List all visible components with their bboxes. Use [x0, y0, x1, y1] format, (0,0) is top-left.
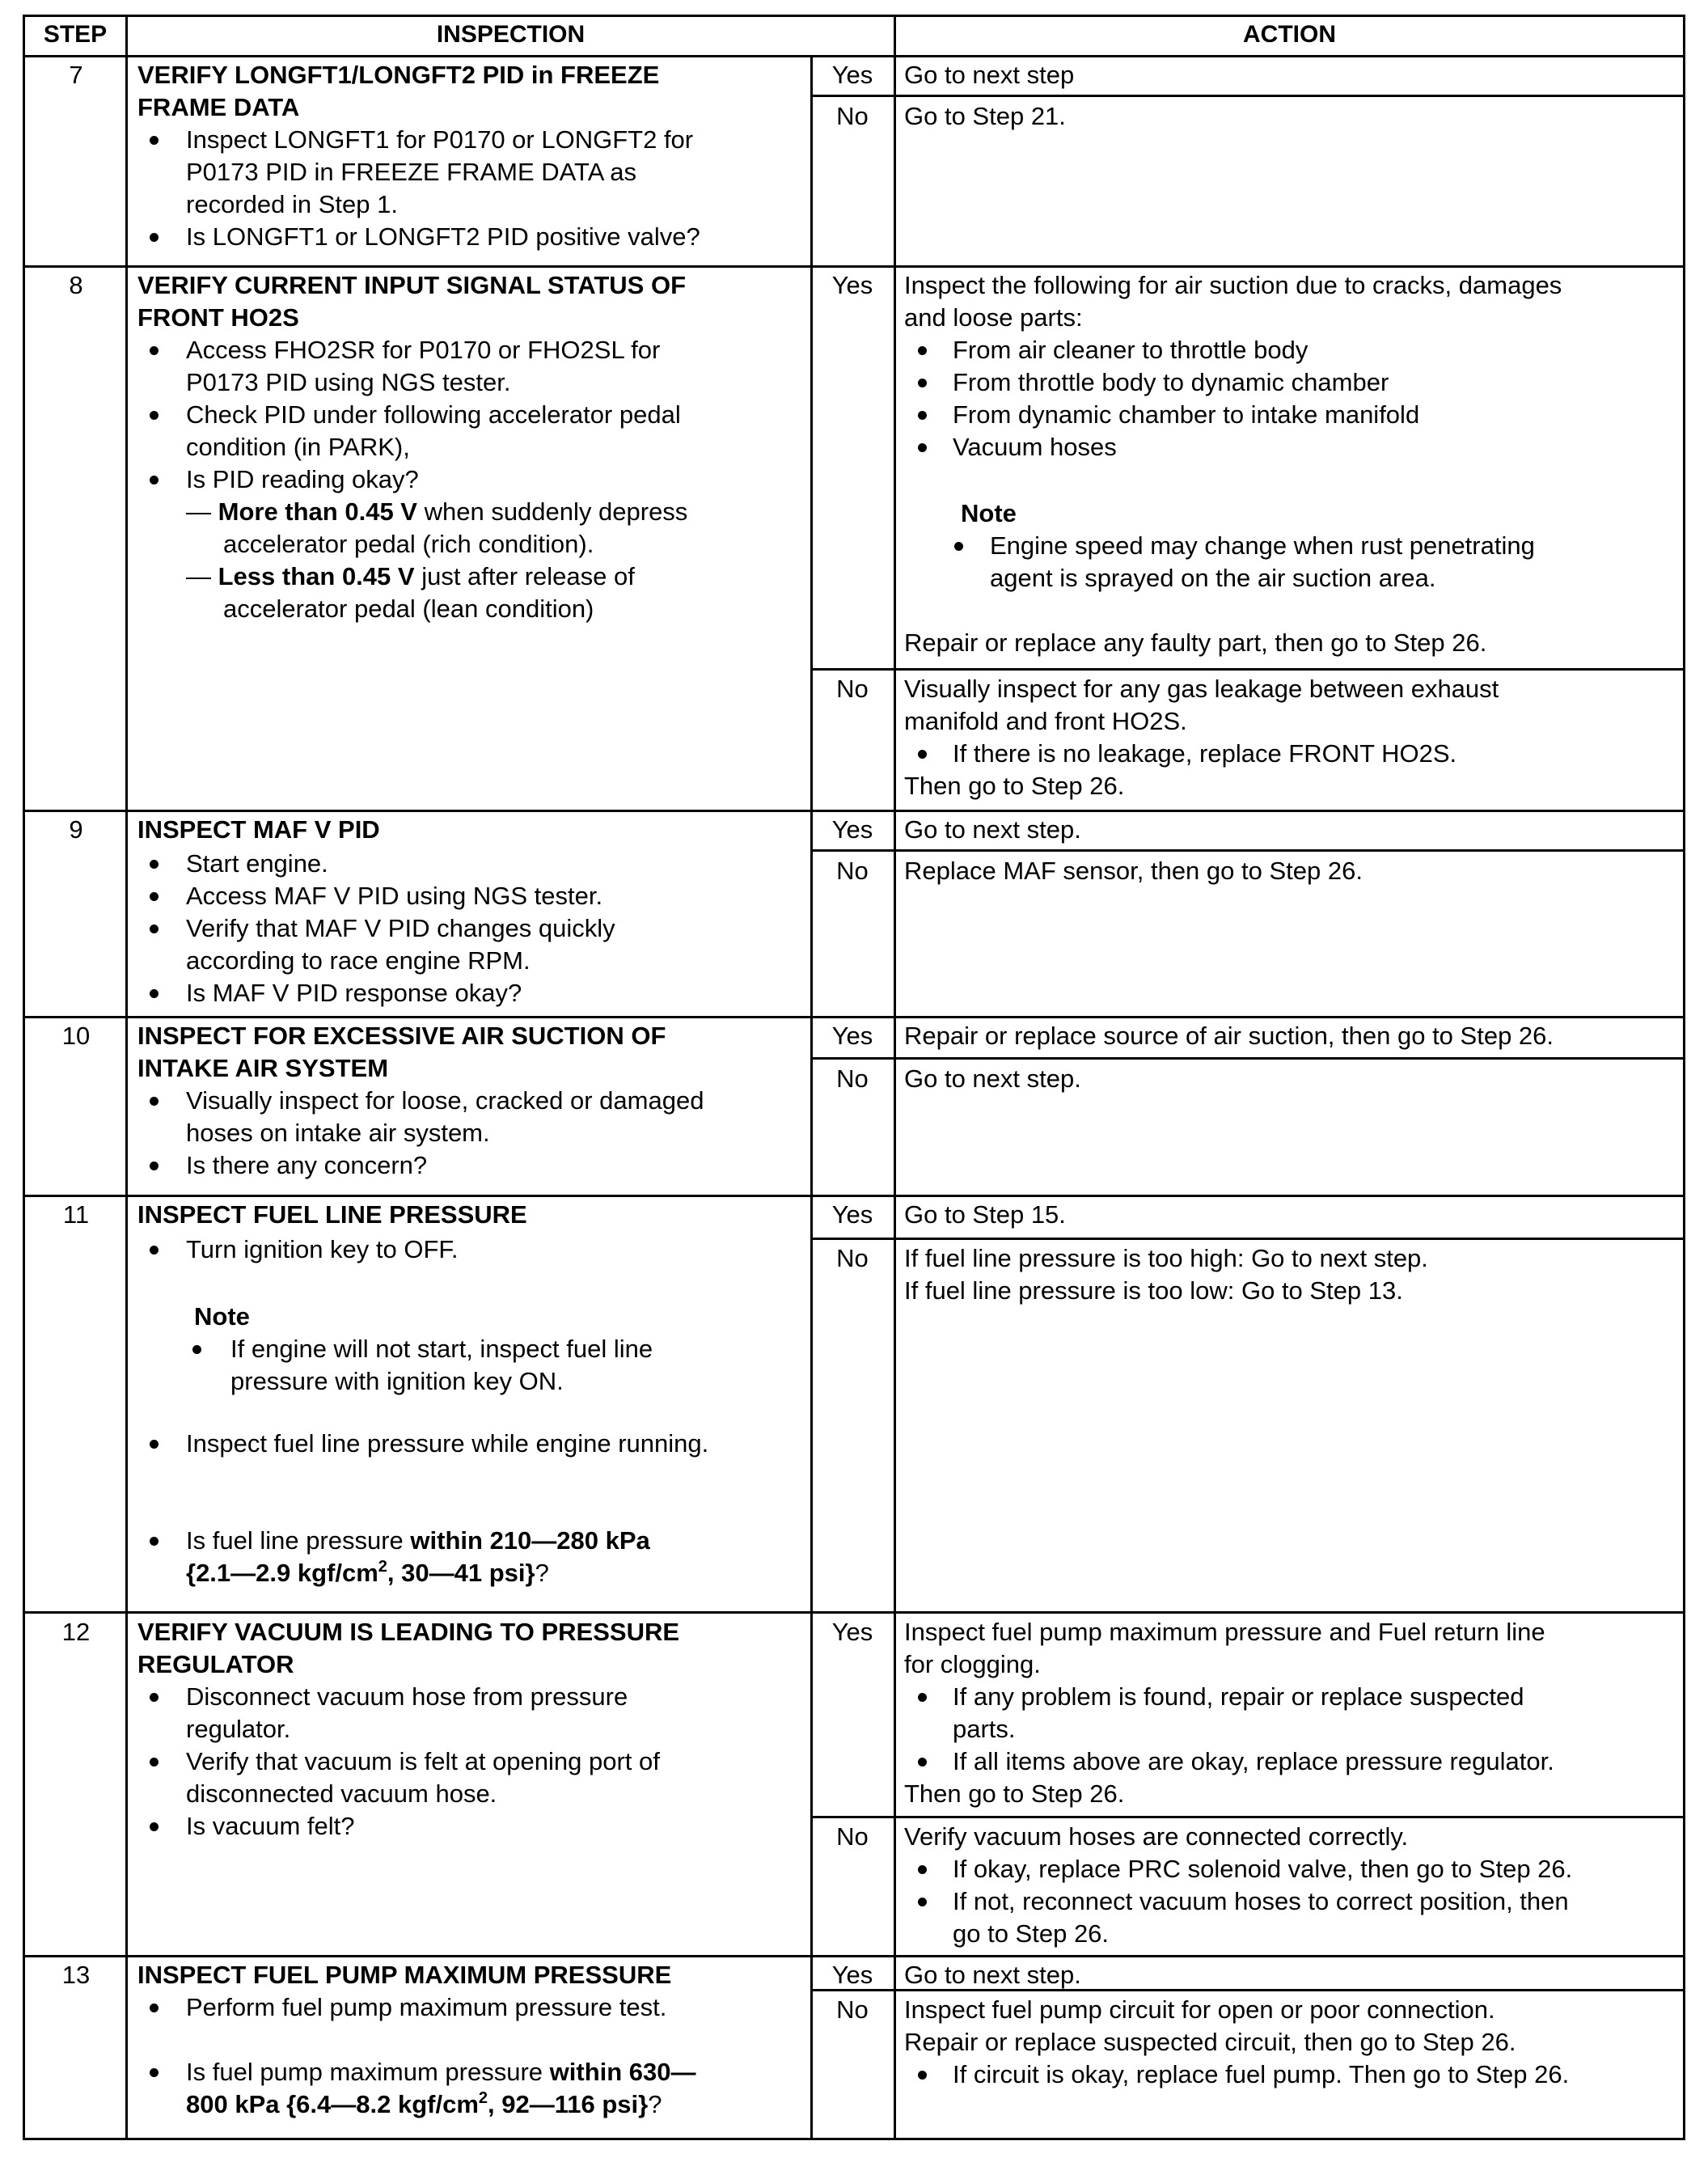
- bullet-icon: [150, 989, 159, 998]
- row-divider: [23, 1611, 1685, 1614]
- no-label: No: [836, 1064, 869, 1093]
- yes-no-divider: [810, 1238, 1685, 1240]
- sub-item-bold: Less than 0.45 V: [218, 562, 415, 590]
- yes-action: Repair or replace source of air suction, then go to Step 26.: [904, 1022, 1554, 1050]
- question-spec: 800 kPa {6.4—8.2 kgf/cm: [186, 2090, 479, 2118]
- step-number: 11: [62, 1200, 90, 1229]
- yes-label: Yes: [831, 271, 873, 299]
- yes-action: Inspect the following for air suction due to cracks, damages: [904, 271, 1562, 299]
- yes-action: Go to Step 15.: [904, 1200, 1066, 1229]
- yes-label: Yes: [831, 815, 873, 844]
- yes-action: Go to next step.: [904, 815, 1081, 844]
- inspection-question-cont: [186, 1557, 549, 1589]
- inspection-item: condition (in PARK),: [186, 433, 410, 461]
- column-divider-step: [125, 15, 128, 2140]
- inspection-item: Turn ignition key to OFF.: [186, 1235, 459, 1263]
- step-title: VERIFY LONGFT1/LONGFT2 PID in FREEZE: [137, 61, 660, 89]
- inspection-item: hoses on intake air system.: [186, 1119, 490, 1147]
- note-text: Engine speed may change when rust penetrating: [990, 531, 1535, 560]
- bullet-icon: [150, 1693, 159, 1702]
- yes-action: Then go to Step 26.: [904, 1779, 1125, 1808]
- yes-no-divider: [810, 1057, 1685, 1060]
- bullet-icon: [150, 136, 159, 145]
- bullet-icon: [150, 1246, 159, 1255]
- bullet-icon: [918, 1865, 927, 1874]
- step-number: 9: [69, 815, 83, 844]
- no-label: No: [836, 857, 869, 885]
- step-title: VERIFY VACUUM IS LEADING TO PRESSURE: [137, 1618, 680, 1646]
- yes-action: and loose parts:: [904, 303, 1083, 332]
- step-number: 8: [69, 271, 83, 299]
- yes-action: Go to next step.: [904, 1961, 1081, 1989]
- step-number: 7: [69, 61, 83, 89]
- no-action: Verify vacuum hoses are connected correctly.: [904, 1822, 1409, 1851]
- bullet-icon: [918, 443, 927, 452]
- action-bullet: Vacuum hoses: [953, 433, 1117, 461]
- no-action: Then go to Step 26.: [904, 772, 1125, 800]
- inspection-item: Is LONGFT1 or LONGFT2 PID positive valve?: [186, 222, 700, 251]
- no-label: No: [836, 102, 869, 130]
- yes-label: Yes: [831, 1961, 873, 1989]
- bullet-icon: [150, 1440, 159, 1449]
- bullet-icon: [150, 2004, 159, 2012]
- yes-action: Go to next step: [904, 61, 1075, 89]
- bullet-icon: [150, 1537, 159, 1546]
- action-bullet: If circuit is okay, replace fuel pump. Then go to Step 26.: [953, 2060, 1570, 2088]
- inspection-item: Access FHO2SR for P0170 or FHO2SL for: [186, 336, 661, 364]
- inspection-item: Access MAF V PID using NGS tester.: [186, 882, 603, 910]
- sub-item: — More than 0.45 V when suddenly depress: [186, 497, 688, 526]
- step-title: REGULATOR: [137, 1650, 294, 1678]
- inspection-item: Perform fuel pump maximum pressure test.: [186, 1993, 667, 2021]
- yes-no-divider: [810, 95, 1685, 97]
- question-spec: {2.1—2.9 kgf/cm: [186, 1559, 378, 1587]
- row-divider: [23, 1955, 1685, 1957]
- step-title: VERIFY CURRENT INPUT SIGNAL STATUS OF: [137, 271, 687, 299]
- bullet-icon: [918, 346, 927, 355]
- bullet-icon: [918, 379, 927, 387]
- note-label: Note: [194, 1302, 250, 1331]
- inspection-item: regulator.: [186, 1715, 291, 1743]
- no-action: Go to next step.: [904, 1064, 1081, 1093]
- question-spec: within 210—280 kPa: [410, 1526, 650, 1555]
- header-action: ACTION: [1243, 21, 1336, 48]
- step-title: INSPECT FUEL LINE PRESSURE: [137, 1200, 527, 1229]
- action-bullet: If there is no leakage, replace FRONT HO2S.: [953, 739, 1457, 768]
- action-bullet: go to Step 26.: [953, 1919, 1110, 1948]
- bullet-icon: [150, 476, 159, 484]
- no-action: Go to Step 21.: [904, 102, 1066, 130]
- action-bullet: From throttle body to dynamic chamber: [953, 368, 1389, 396]
- step-title: INSPECT FUEL PUMP MAXIMUM PRESSURE: [137, 1961, 672, 1989]
- bullet-icon: [918, 1758, 927, 1767]
- bullet-icon: [918, 750, 927, 759]
- no-label: No: [836, 1244, 869, 1272]
- bullet-icon: [150, 925, 159, 933]
- row-divider: [23, 265, 1685, 268]
- no-label: No: [836, 675, 869, 703]
- inspection-item: Verify that MAF V PID changes quickly: [186, 914, 615, 942]
- yes-no-divider: [810, 849, 1685, 852]
- sub-item-bold: More than 0.45 V: [218, 497, 417, 526]
- action-bullet: From dynamic chamber to intake manifold: [953, 400, 1420, 429]
- step-number: 13: [61, 1961, 91, 1989]
- bullet-icon: [954, 542, 963, 551]
- inspection-question: [186, 1525, 650, 1557]
- row-divider: [23, 1195, 1685, 1197]
- no-label: No: [836, 1995, 869, 2024]
- question-text: Is fuel line pressure: [186, 1526, 411, 1555]
- bullet-icon: [918, 411, 927, 420]
- header-inspection: INSPECTION: [436, 21, 586, 48]
- inspection-item: Is PID reading okay?: [186, 465, 419, 493]
- inspection-item: Is MAF V PID response okay?: [186, 979, 522, 1007]
- note-text: pressure with ignition key ON.: [230, 1367, 564, 1395]
- superscript: 2: [378, 1558, 387, 1576]
- inspection-question-cont: [186, 2088, 662, 2121]
- action-bullet: If any problem is found, repair or replace suspected: [953, 1682, 1524, 1711]
- bullet-icon: [150, 1162, 159, 1170]
- step-number: 10: [61, 1022, 91, 1050]
- action-bullet: If okay, replace PRC solenoid valve, then go to Step 26.: [953, 1855, 1573, 1883]
- no-action: Repair or replace suspected circuit, then go to Step 26.: [904, 2028, 1516, 2056]
- yes-action: for clogging.: [904, 1650, 1041, 1678]
- inspection-item: P0173 PID using NGS tester.: [186, 368, 511, 396]
- yes-label: Yes: [831, 1200, 873, 1229]
- inspection-item: Verify that vacuum is felt at opening port of: [186, 1747, 660, 1775]
- yes-label: Yes: [831, 61, 873, 89]
- sub-item-text: just after release of: [414, 562, 635, 590]
- bullet-icon: [918, 1693, 927, 1702]
- bullet-icon: [150, 1758, 159, 1767]
- step-title: FRONT HO2S: [137, 303, 299, 332]
- sub-item-cont: accelerator pedal (rich condition).: [223, 530, 594, 558]
- inspection-item: Is there any concern?: [186, 1151, 428, 1179]
- sub-item-text: when suddenly depress: [416, 497, 688, 526]
- inspection-item: Visually inspect for loose, cracked or damaged: [186, 1086, 704, 1115]
- bullet-icon: [150, 892, 159, 901]
- yes-no-divider: [810, 1816, 1685, 1818]
- yes-action: Repair or replace any faulty part, then go to Step 26.: [904, 628, 1487, 657]
- question-spec: within 630—: [549, 2058, 696, 2086]
- action-bullet: If not, reconnect vacuum hoses to correct position, then: [953, 1887, 1569, 1915]
- inspection-item: P0173 PID in FREEZE FRAME DATA as: [186, 158, 637, 186]
- bullet-icon: [192, 1345, 201, 1354]
- bullet-icon: [918, 1898, 927, 1906]
- step-number: 12: [61, 1618, 91, 1646]
- question-text: Is fuel pump maximum pressure: [186, 2058, 550, 2086]
- superscript: 2: [478, 2089, 488, 2107]
- no-action: Inspect fuel pump circuit for open or poor connection.: [904, 1995, 1495, 2024]
- step-title: INSPECT MAF V PID: [137, 815, 380, 844]
- no-action: If fuel line pressure is too high: Go to next step.: [904, 1244, 1428, 1272]
- row-divider: [23, 1016, 1685, 1018]
- yes-label: Yes: [831, 1618, 873, 1646]
- step-title: INTAKE AIR SYSTEM: [137, 1054, 389, 1082]
- bullet-icon: [150, 1822, 159, 1831]
- action-bullet: parts.: [953, 1715, 1016, 1743]
- step-title: FRAME DATA: [137, 93, 300, 121]
- bullet-icon: [150, 233, 159, 242]
- inspection-item: Start engine.: [186, 849, 328, 878]
- yes-label: Yes: [831, 1022, 873, 1050]
- no-label: No: [836, 1822, 869, 1851]
- question-end: ?: [535, 1559, 549, 1587]
- yes-no-divider: [810, 668, 1685, 671]
- sub-item-cont: accelerator pedal (lean condition): [223, 595, 594, 623]
- action-bullet: From air cleaner to throttle body: [953, 336, 1308, 364]
- inspection-item: Inspect LONGFT1 for P0170 or LONGFT2 for: [186, 125, 694, 154]
- inspection-item: disconnected vacuum hose.: [186, 1779, 497, 1808]
- action-bullet: If all items above are okay, replace pressure regulator.: [953, 1747, 1554, 1775]
- row-divider: [23, 810, 1685, 812]
- question-spec: , 92—116 psi}: [488, 2090, 649, 2118]
- no-action: Replace MAF sensor, then go to Step 26.: [904, 857, 1363, 885]
- inspection-item: Is vacuum felt?: [186, 1812, 355, 1840]
- header-step: STEP: [43, 21, 108, 48]
- note-label: Note: [961, 499, 1017, 527]
- bullet-icon: [150, 860, 159, 869]
- bullet-icon: [150, 2068, 159, 2077]
- bullet-icon: [918, 2071, 927, 2080]
- bullet-icon: [150, 1097, 159, 1106]
- inspection-item: Inspect fuel line pressure while engine running.: [186, 1429, 709, 1458]
- no-action: Visually inspect for any gas leakage between exhaust: [904, 675, 1499, 703]
- note-text: If engine will not start, inspect fuel line: [230, 1335, 653, 1363]
- question-end: ?: [648, 2090, 662, 2118]
- inspection-item: Check PID under following accelerator pedal: [186, 400, 681, 429]
- inspection-item: Disconnect vacuum hose from pressure: [186, 1682, 628, 1711]
- inspection-item: recorded in Step 1.: [186, 190, 398, 218]
- note-text: agent is sprayed on the air suction area.: [990, 564, 1436, 592]
- question-spec: , 30—41 psi}: [387, 1559, 535, 1587]
- bullet-icon: [150, 346, 159, 355]
- inspection-question: [186, 2056, 696, 2088]
- header-divider: [23, 55, 1685, 57]
- inspection-item: according to race engine RPM.: [186, 946, 531, 975]
- sub-item: — Less than 0.45 V just after release of: [186, 562, 635, 590]
- no-action: If fuel line pressure is too low: Go to Step 13.: [904, 1276, 1403, 1305]
- yes-action: Inspect fuel pump maximum pressure and Fuel return line: [904, 1618, 1545, 1646]
- no-action: manifold and front HO2S.: [904, 707, 1187, 735]
- step-title: INSPECT FOR EXCESSIVE AIR SUCTION OF: [137, 1022, 666, 1050]
- bullet-icon: [150, 411, 159, 420]
